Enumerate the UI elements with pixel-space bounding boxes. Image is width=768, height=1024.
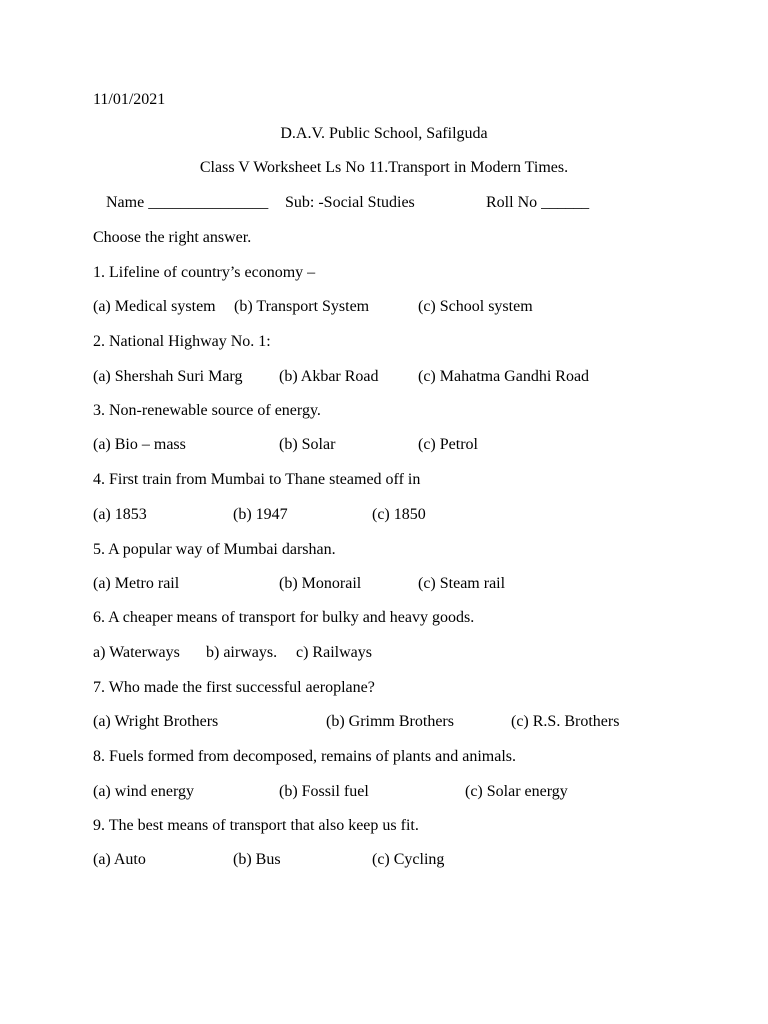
question-2: 2. National Highway No. 1:: [93, 333, 271, 350]
question-4: 4. First train from Mumbai to Thane steamed off in: [93, 471, 421, 488]
question-6: 6. A cheaper means of transport for bulky and heavy goods.: [93, 609, 475, 626]
q5-option-b: (b) Monorail: [279, 575, 362, 592]
instruction: Choose the right answer.: [93, 229, 252, 246]
q8-option-b: (b) Fossil fuel: [279, 783, 369, 800]
question-9: 9. The best means of transport that also keep us fit.: [93, 817, 419, 834]
q2-option-b: (b) Akbar Road: [279, 368, 379, 385]
q2-option-a: (a) Shershah Suri Marg: [93, 368, 243, 385]
roll-no-field: Roll No ______: [486, 194, 590, 211]
q7-option-b: (b) Grimm Brothers: [326, 713, 454, 730]
q9-option-c: (c) Cycling: [372, 851, 445, 868]
q9-option-b: (b) Bus: [233, 851, 281, 868]
question-7: 7. Who made the first successful aeroplane?: [93, 679, 375, 696]
worksheet-title: Class V Worksheet Ls No 11.Transport in Modern Times.: [199, 159, 569, 176]
q7-option-a: (a) Wright Brothers: [93, 713, 219, 730]
q1-option-c: (c) School system: [418, 298, 533, 315]
q8-option-c: (c) Solar energy: [465, 783, 568, 800]
name-field: Name _______________: [106, 194, 269, 211]
q3-option-c: (c) Petrol: [418, 436, 478, 453]
question-1: 1. Lifeline of country’s economy –: [93, 264, 316, 281]
question-5: 5. A popular way of Mumbai darshan.: [93, 541, 336, 558]
school-name: D.A.V. Public School, Safilguda: [280, 125, 488, 142]
q4-option-b: (b) 1947: [233, 506, 288, 523]
question-8: 8. Fuels formed from decomposed, remains of plants and animals.: [93, 748, 517, 765]
q7-option-c: (c) R.S. Brothers: [511, 713, 620, 730]
q6-option-c: c) Railways: [296, 644, 372, 661]
q1-option-b: (b) Transport System: [234, 298, 370, 315]
q4-option-c: (c) 1850: [372, 506, 426, 523]
q6-option-b: b) airways.: [206, 644, 278, 661]
q8-option-a: (a) wind energy: [93, 783, 194, 800]
question-3: 3. Non-renewable source of energy.: [93, 402, 321, 419]
q3-option-b: (b) Solar: [279, 436, 336, 453]
q1-option-a: (a) Medical system: [93, 298, 216, 315]
q6-option-a: a) Waterways: [93, 644, 180, 661]
date: 11/01/2021: [93, 91, 166, 108]
q5-option-c: (c) Steam rail: [418, 575, 506, 592]
q2-option-c: (c) Mahatma Gandhi Road: [418, 368, 590, 385]
q9-option-a: (a) Auto: [93, 851, 146, 868]
q5-option-a: (a) Metro rail: [93, 575, 180, 592]
q4-option-a: (a) 1853: [93, 506, 147, 523]
q3-option-a: (a) Bio – mass: [93, 436, 186, 453]
subject-label: Sub: -Social Studies: [285, 194, 415, 211]
